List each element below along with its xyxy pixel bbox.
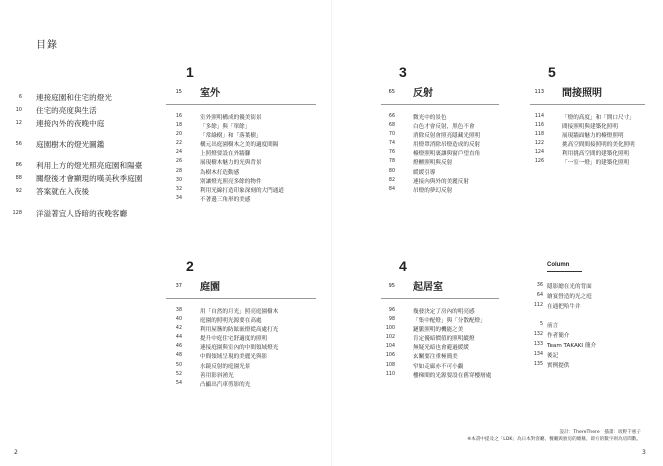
entry-text: 展現牆面魅力的檯燈照明 — [562, 133, 624, 140]
toc-entry[interactable] — [175, 371, 336, 380]
chapter-name[interactable]: 室外 — [200, 88, 220, 99]
entry-page: 20 — [175, 132, 182, 138]
entry-page: 132 — [533, 332, 543, 337]
column-entries — [531, 282, 651, 312]
chapter-name[interactable]: 起居室 — [413, 282, 443, 293]
credits — [467, 429, 641, 443]
page-number-left: 2 — [14, 449, 18, 456]
entry-page: 126 — [534, 159, 544, 165]
entry-page: 26 — [175, 159, 182, 165]
toc-entry[interactable] — [388, 113, 549, 122]
toc-entry[interactable] — [175, 186, 336, 195]
toc-entry[interactable] — [531, 351, 651, 361]
entry-page: 116 — [534, 123, 544, 129]
entry-page: 78 — [388, 159, 395, 165]
chapter-page: 113 — [534, 89, 544, 95]
entry-text: 繪宴營造的光之庭 — [547, 294, 592, 300]
toc-entry[interactable] — [175, 362, 336, 371]
entry-text: 鏈脈照明的機能之美 — [413, 327, 464, 334]
entry-text: 挑高空間間接照明的美化照明 — [562, 142, 635, 149]
intro-text: 庭園樹木的燈光圖鑑 — [36, 140, 105, 149]
toc-entry[interactable] — [534, 149, 663, 158]
chapter-name[interactable]: 間接照明 — [562, 88, 602, 99]
entry-text: 連接內與外的美麗反射 — [413, 178, 469, 185]
intro-page: 88 — [15, 175, 22, 181]
entry-page: 133 — [533, 342, 543, 347]
credits-note: ※本書中提及之「LDK」為日本對客廳、餐廳與廚房的總稱，即方的數字則為房間數。 — [467, 437, 641, 442]
toc-entry[interactable] — [534, 140, 663, 149]
chapter-page: 15 — [175, 89, 182, 95]
intro-page: 128 — [12, 210, 22, 216]
entry-page: 102 — [385, 335, 395, 341]
entry-page: 135 — [533, 362, 543, 367]
entry-text: 利用光線打造印象深刻的大門通道 — [200, 187, 284, 194]
entry-text: 用燈罩消除吊燈造成的反射 — [413, 142, 481, 149]
toc-entry[interactable] — [385, 343, 549, 352]
entry-page: 110 — [385, 371, 395, 377]
entry-text: 幾發決定了房內的明亮感 — [413, 309, 475, 315]
entry-text: 利用挑高空間的建築化照明 — [562, 151, 630, 158]
toc-entry[interactable] — [534, 113, 663, 122]
chapter-5-rule — [530, 104, 645, 105]
entry-text: 後記 — [547, 353, 559, 359]
intro-text: 住宅的亮度與生活 — [36, 106, 97, 115]
entry-page: 64 — [536, 293, 543, 298]
chapter-4-rule — [381, 298, 499, 299]
back-matter — [531, 321, 651, 371]
chapter-number: 3 — [399, 64, 407, 80]
toc-entry[interactable] — [385, 325, 549, 334]
entry-text: 連接庭園與室內的中間領域燈光 — [200, 345, 279, 352]
chapter-number: 4 — [399, 258, 407, 274]
toc-entry[interactable] — [531, 341, 651, 351]
entry-text: 中間領域呈現的美麗光與影 — [200, 354, 268, 361]
entry-page: 122 — [534, 141, 544, 147]
entry-page: 66 — [388, 114, 395, 119]
entry-page: 98 — [388, 317, 395, 323]
entry-page: 36 — [536, 283, 543, 288]
entry-page: 16 — [175, 114, 182, 119]
toc-entry[interactable] — [388, 149, 549, 158]
entry-page: 104 — [385, 344, 395, 350]
chapter-3-rule — [381, 104, 499, 105]
intro-page: 56 — [15, 141, 22, 147]
entry-page: 118 — [534, 132, 544, 138]
entry-page: 96 — [388, 308, 395, 313]
entry-text: 「一室一燈」的建築化照明 — [562, 160, 630, 167]
chapter-number: 2 — [186, 258, 194, 274]
intro-text: 關燈後才會顯現的嘆美秋季庭園 — [36, 174, 143, 183]
page-fold — [331, 0, 332, 466]
entry-page: 34 — [175, 195, 182, 201]
chapter-name[interactable]: 反射 — [413, 88, 433, 99]
entry-page: 114 — [534, 114, 544, 119]
chapter-name[interactable]: 庭園 — [200, 282, 220, 293]
intro-text: 連接內外的夜晚中庭 — [36, 119, 105, 128]
entry-text: 無疑光暗也會避過緩緩 — [413, 345, 469, 352]
intro-text: 洋溢著宜人昏暗的夜晚客廳 — [36, 209, 128, 218]
toc-entry[interactable] — [175, 343, 336, 352]
toc-entry[interactable] — [531, 302, 651, 312]
column-underline — [547, 271, 582, 272]
toc-entry[interactable] — [175, 307, 336, 316]
entry-text: 「常綠樹」和「落葉樹」 — [200, 133, 262, 140]
entry-text: 窄如走廊亦不可小覷 — [413, 363, 464, 370]
entry-text: 「集中配燈」與「分散配燈」 — [413, 318, 486, 325]
toc-entry[interactable] — [385, 362, 549, 371]
entry-text: 微光中的景色 — [413, 115, 447, 121]
entry-page: 40 — [175, 317, 182, 323]
entry-page: 54 — [175, 380, 182, 386]
toc-entry[interactable] — [531, 361, 651, 371]
toc-entry[interactable] — [175, 352, 336, 361]
toc-entry[interactable] — [388, 186, 549, 195]
entry-page: 30 — [175, 177, 182, 183]
entry-page: 68 — [388, 123, 395, 129]
chapter-entries — [175, 307, 336, 389]
toc-entry[interactable] — [534, 131, 663, 140]
entry-text: 燈櫃照明與反射 — [413, 160, 453, 167]
entry-page: 22 — [175, 141, 182, 147]
chapter-number: 1 — [186, 64, 194, 80]
entry-page: 124 — [534, 150, 544, 156]
entry-page: 82 — [388, 177, 395, 183]
entry-page: 24 — [175, 150, 182, 156]
entry-text: 為樹木打造動感 — [200, 169, 240, 176]
intro-page: 86 — [15, 162, 22, 168]
entry-text: 緩緩引導 — [413, 169, 436, 176]
entry-text: 凸顯出汽車剪影的光 — [200, 381, 251, 388]
chapter-entries — [388, 113, 549, 195]
entry-page: 84 — [388, 186, 395, 192]
entry-text: 「多餘」與「單餘」 — [200, 124, 251, 131]
entry-page: 5 — [539, 322, 543, 327]
chapter-entries — [385, 307, 549, 380]
chapter-1-rule — [166, 104, 316, 105]
entry-text: 用「自然的月光」照亮庭園樹木 — [200, 309, 279, 315]
toc-entry[interactable] — [388, 168, 549, 177]
chapter-2-rule — [166, 298, 316, 299]
toc-entry[interactable] — [388, 177, 549, 186]
entry-page: 44 — [175, 335, 182, 341]
entry-page: 48 — [175, 353, 182, 359]
entry-page: 76 — [388, 150, 395, 156]
entry-text: 前言 — [547, 323, 559, 329]
entry-page: 50 — [175, 362, 182, 368]
entry-page: 80 — [388, 168, 395, 174]
intro-text: 答案就在入夜後 — [36, 187, 90, 196]
entry-text: 吊燈的夢幻反射 — [413, 187, 453, 194]
entry-page: 46 — [175, 344, 182, 350]
entry-page: 112 — [533, 303, 543, 308]
entry-text: 別讓燈光照亮多餘的物件 — [200, 178, 262, 185]
toc-entry[interactable] — [175, 195, 336, 204]
entry-page: 38 — [175, 308, 182, 313]
entry-text: 不著邊三角形的美感 — [200, 196, 251, 203]
intro-text: 連接庭園和住宅的燈光 — [36, 93, 112, 102]
toc-entry[interactable] — [388, 122, 549, 131]
entry-text: 室外照明構成的優美街景 — [200, 115, 262, 121]
intro-text: 利用上方的燈光照亮庭園和陽臺 — [36, 161, 143, 170]
entry-text: 庭園的照明光源要在高處 — [200, 318, 262, 325]
toc-entry[interactable] — [531, 321, 651, 331]
page-number-right: 3 — [642, 449, 646, 456]
toc-entry[interactable] — [388, 158, 549, 167]
column-title: Column — [547, 262, 570, 268]
entry-text: 白色才會反射，黑色不會 — [413, 124, 475, 131]
entry-text: 「燈的高度」和「開口尺寸」 — [562, 115, 635, 121]
entry-page: 74 — [388, 141, 395, 147]
toc-title: 目錄 — [36, 40, 58, 51]
entry-text: 間接照明與建築化照明 — [562, 124, 618, 131]
toc-entry[interactable] — [175, 149, 336, 158]
entry-text: 利用屋簷的防眩嵌燈從高處打光 — [200, 327, 279, 334]
entry-text: 在通把哈牛并 — [547, 304, 581, 310]
entry-text: Team TAKAKI 簡介 — [547, 343, 597, 349]
toc-entry[interactable] — [531, 331, 651, 341]
toc-entry[interactable] — [175, 168, 336, 177]
entry-text: 作者簡介 — [547, 333, 570, 339]
toc-entry[interactable] — [175, 316, 336, 325]
intro-page: 12 — [15, 120, 22, 126]
toc-entry[interactable] — [534, 158, 663, 167]
toc-entry[interactable] — [175, 131, 336, 140]
toc-entry[interactable] — [531, 292, 651, 302]
credits-design: 設計：ThereThere 插畫：坂野千惠子 — [559, 430, 641, 435]
toc-entry[interactable] — [388, 140, 549, 149]
entry-text: 提升中庭住宅舒適度的照明 — [200, 336, 268, 343]
entry-text: 肯定優暗價值的照明縱燈 — [413, 336, 475, 343]
toc-entry[interactable] — [388, 131, 549, 140]
toc-entry[interactable] — [388, 307, 549, 316]
entry-page: 32 — [175, 186, 182, 192]
intro-page: 92 — [15, 188, 22, 194]
toc-entry[interactable] — [385, 371, 549, 380]
toc-entry[interactable] — [531, 282, 651, 292]
toc-entry[interactable] — [175, 325, 336, 334]
chapter-page: 95 — [388, 283, 395, 289]
toc-entry[interactable] — [175, 113, 336, 122]
entry-text: 上照燈要設在外牆腳 — [200, 151, 251, 158]
toc-entry[interactable] — [385, 352, 549, 361]
entry-page: 70 — [388, 132, 395, 138]
toc-entry[interactable] — [175, 140, 336, 149]
toc-entry[interactable] — [175, 122, 336, 131]
chapter-page: 37 — [175, 283, 182, 289]
entry-page: 100 — [385, 326, 395, 332]
toc-entry[interactable] — [388, 316, 549, 325]
entry-text: 構元出庭園樹木之美的適度間隔 — [200, 142, 279, 149]
entry-page: 28 — [175, 168, 182, 174]
toc-entry[interactable] — [534, 122, 663, 131]
toc-entry[interactable] — [385, 334, 549, 343]
toc-entry[interactable] — [175, 177, 336, 186]
entry-page: 108 — [385, 362, 395, 368]
chapter-number: 5 — [548, 64, 556, 80]
toc-entry[interactable] — [175, 334, 336, 343]
entry-text: 玄關要注重極簡美 — [413, 354, 458, 361]
entry-page: 106 — [385, 353, 395, 359]
toc-entry[interactable] — [175, 380, 336, 389]
entry-text: 善用影斜湧光 — [200, 372, 234, 379]
entry-text: 實例提供 — [547, 363, 570, 369]
toc-entry[interactable] — [175, 158, 336, 167]
chapter-entries — [175, 113, 336, 204]
entry-text: 消除反射會照亮隱藏光照明 — [413, 133, 481, 140]
entry-page: 42 — [175, 326, 182, 332]
entry-text: 樓梯間的光源要設在舊穿樓層處 — [413, 372, 492, 379]
intro-page: 6 — [18, 94, 22, 100]
entry-text: 檯燈照明裏讓與窗戶望直角 — [413, 151, 481, 158]
entry-page: 134 — [533, 352, 543, 357]
entry-text: 水鏡反射的庭園光景 — [200, 363, 251, 370]
entry-page: 52 — [175, 371, 182, 377]
chapter-page: 65 — [388, 89, 395, 95]
intro-page: 10 — [15, 107, 22, 113]
entry-page: 18 — [175, 123, 182, 129]
chapter-entries — [534, 113, 663, 168]
entry-text: 隱影總在光的背面 — [547, 284, 592, 290]
entry-text: 展現樹木魅力的光與背景 — [200, 160, 262, 167]
